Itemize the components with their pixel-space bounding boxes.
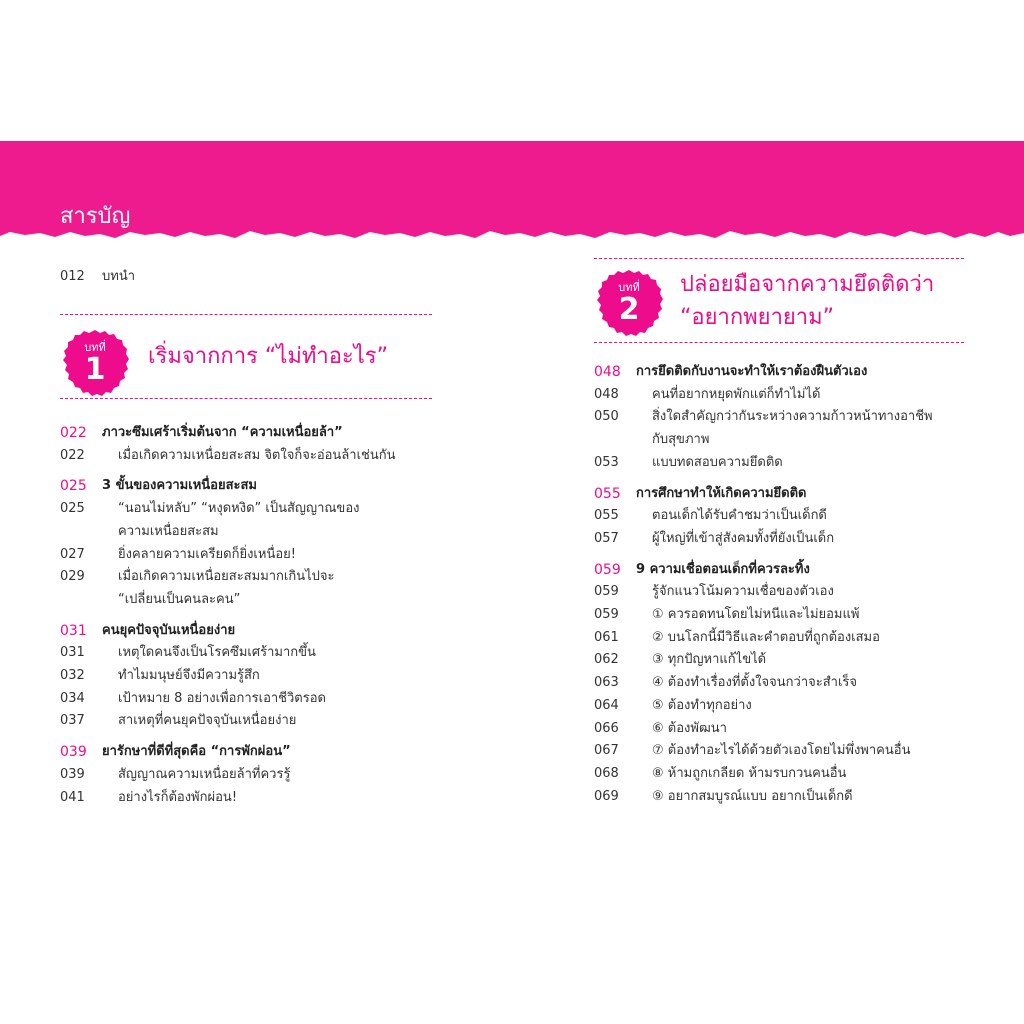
entry-text: ตอนเด็กได้รับคำชมว่าเป็นเด็กดี <box>652 508 827 524</box>
entry-page: 029 <box>60 569 85 585</box>
toc-title: สารบัญ <box>60 204 131 229</box>
entry-page: 031 <box>60 622 87 639</box>
entry-text: อย่างไรก็ต้องพักผ่อน! <box>118 789 238 805</box>
entry-text: การศึกษาทำให้เกิดความยึดติด <box>636 485 807 501</box>
entry-text: แบบทดสอบความยึดติด <box>652 454 783 470</box>
entry-text: ⑨ อยากสมบูรณ์แบบ อยากเป็นเด็กดี <box>652 788 853 804</box>
entry-text: “เปลี่ยนเป็นคนละคน” <box>118 591 241 607</box>
entry-text: ทำไมมนุษย์จึงมีความรู้สึก <box>118 668 260 683</box>
entry-text: เป้าหมาย 8 อย่างเพื่อการเอาชีวิตรอด <box>118 690 326 706</box>
entry-text: ยิ่งคลายความเครียดก็ยิ่งเหนื่อย! <box>118 546 296 562</box>
entry-page: 055 <box>594 508 619 524</box>
entry-page: 069 <box>594 788 619 804</box>
chapter-2-title-line-1: ปล่อยมือจากความยึดติดว่า <box>680 272 935 297</box>
entry-text: เมื่อเกิดความเหนื่อยสะสมมากเกินไปจะ <box>118 569 335 585</box>
entry-page: 059 <box>594 561 621 578</box>
entry-text: ① ควรอดทนโดยไม่หนีและไม่ยอมแพ้ <box>652 607 860 622</box>
entry-text: ③ ทุกปัญหาแก้ไขได้ <box>652 652 767 668</box>
entry-text: กับสุขภาพ <box>652 432 710 448</box>
entry-text: ④ ต้องทำเรื่องที่ตั้งใจจนกว่าจะสำเร็จ <box>652 675 858 691</box>
entry-page: 048 <box>594 386 619 402</box>
entry-page: 031 <box>60 645 85 661</box>
entry-text: ⑦ ต้องทำอะไรได้ด้วยตัวเองโดยไม่พึ่งพาคนอื่น <box>652 743 911 759</box>
header-banner <box>0 141 1024 231</box>
entry-page: 022 <box>60 447 85 463</box>
chapter-badge-number: 2 <box>618 292 640 327</box>
entry-text: ⑥ ต้องพัฒนา <box>652 720 727 736</box>
entry-page: 064 <box>594 697 619 713</box>
entry-text: คนที่อยากหยุดพักแต่ก็ทำไม่ได้ <box>652 386 821 402</box>
entry-page: 063 <box>594 675 619 691</box>
entry-page: 032 <box>60 668 85 683</box>
entry-page: 068 <box>594 765 619 781</box>
entry-text: ยารักษาที่ดีที่สุดคือ “การพักผ่อน” <box>102 744 291 760</box>
entry-page: 039 <box>60 766 85 782</box>
entry-page: 061 <box>594 629 619 645</box>
chapter-badge-label: บทที่ <box>84 341 106 354</box>
entry-text: รู้จักแนวโน้มความเชื่อของตัวเอง <box>652 584 834 600</box>
entry-page: 025 <box>60 501 85 517</box>
banner-torn-edge <box>0 229 1024 241</box>
entry-page: 034 <box>60 690 85 706</box>
entry-page: 025 <box>60 478 87 495</box>
entry-page: 055 <box>594 485 621 502</box>
divider <box>60 314 432 315</box>
entry-text: 3 ขั้นของความเหนื่อยสะสม <box>102 478 257 494</box>
entry-text: เมื่อเกิดความเหนื่อยสะสม จิตใจก็จะอ่อนล้าเช่นกัน <box>118 447 396 463</box>
entry-text: บทนำ <box>102 269 136 284</box>
entry-text: สาเหตุที่คนยุคปัจจุบันเหนื่อยง่าย <box>118 713 297 729</box>
entry-text: ความเหนื่อยสะสม <box>118 523 219 539</box>
entry-page: 037 <box>60 713 85 729</box>
entry-text: เหตุใดคนจึงเป็นโรคซึมเศร้ามากขึ้น <box>118 645 316 661</box>
entry-page: 050 <box>594 409 619 425</box>
chapter-1-title: เริ่มจากการ “ไม่ทำอะไร” <box>148 344 389 369</box>
entry-text: 9 ความเชื่อตอนเด็กที่ควรละทิ้ง <box>636 561 810 577</box>
entry-page: 048 <box>594 364 621 380</box>
entry-page: 059 <box>594 584 619 600</box>
entry-page: 041 <box>60 789 85 805</box>
entry-page: 059 <box>594 607 619 622</box>
chapter-2-title-line-2: “อยากพยายาม” <box>680 305 835 330</box>
entry-text: ⑤ ต้องทำทุกอย่าง <box>652 697 752 713</box>
entry-text: “นอนไม่หลับ” “หงุดหงิด” เป็นสัญญาณของ <box>118 501 360 517</box>
entry-text: ภาวะซึมเศร้าเริ่มต้นจาก “ความเหนื่อยล้า” <box>102 425 343 440</box>
entry-page: 027 <box>60 546 85 562</box>
entry-page: 066 <box>594 720 619 736</box>
entry-page: 062 <box>594 652 619 668</box>
entry-text: การยึดติดกับงานจะทำให้เราต้องฝืนตัวเอง <box>636 364 868 379</box>
divider <box>594 342 964 343</box>
entry-text: สัญญาณความเหนื่อยล้าที่ควรรู้ <box>118 766 291 782</box>
entry-page: 053 <box>594 454 619 470</box>
entry-text: ② บนโลกนี้มีวิธีและคำตอบที่ถูกต้องเสมอ <box>652 629 880 645</box>
chapter-badge-label: บทที่ <box>618 281 640 294</box>
entry-page: 022 <box>60 425 87 441</box>
divider <box>60 398 432 399</box>
entry-page: 057 <box>594 530 619 546</box>
entry-page: 067 <box>594 743 619 759</box>
divider <box>594 258 964 259</box>
entry-page: 012 <box>60 269 85 284</box>
entry-text: คนยุคปัจจุบันเหนื่อยง่าย <box>102 622 236 638</box>
entry-text: สิ่งใดสำคัญกว่ากันระหว่างความก้าวหน้าทางอาชีพ <box>652 409 933 425</box>
chapter-badge-number: 1 <box>84 352 106 387</box>
entry-page: 039 <box>60 744 87 761</box>
entry-text: ⑧ ห้ามถูกเกลียด ห้ามรบกวนคนอื่น <box>652 765 847 781</box>
entry-text: ผู้ใหญ่ที่เข้าสู่สังคมทั้งที่ยังเป็นเด็ก <box>652 530 835 546</box>
